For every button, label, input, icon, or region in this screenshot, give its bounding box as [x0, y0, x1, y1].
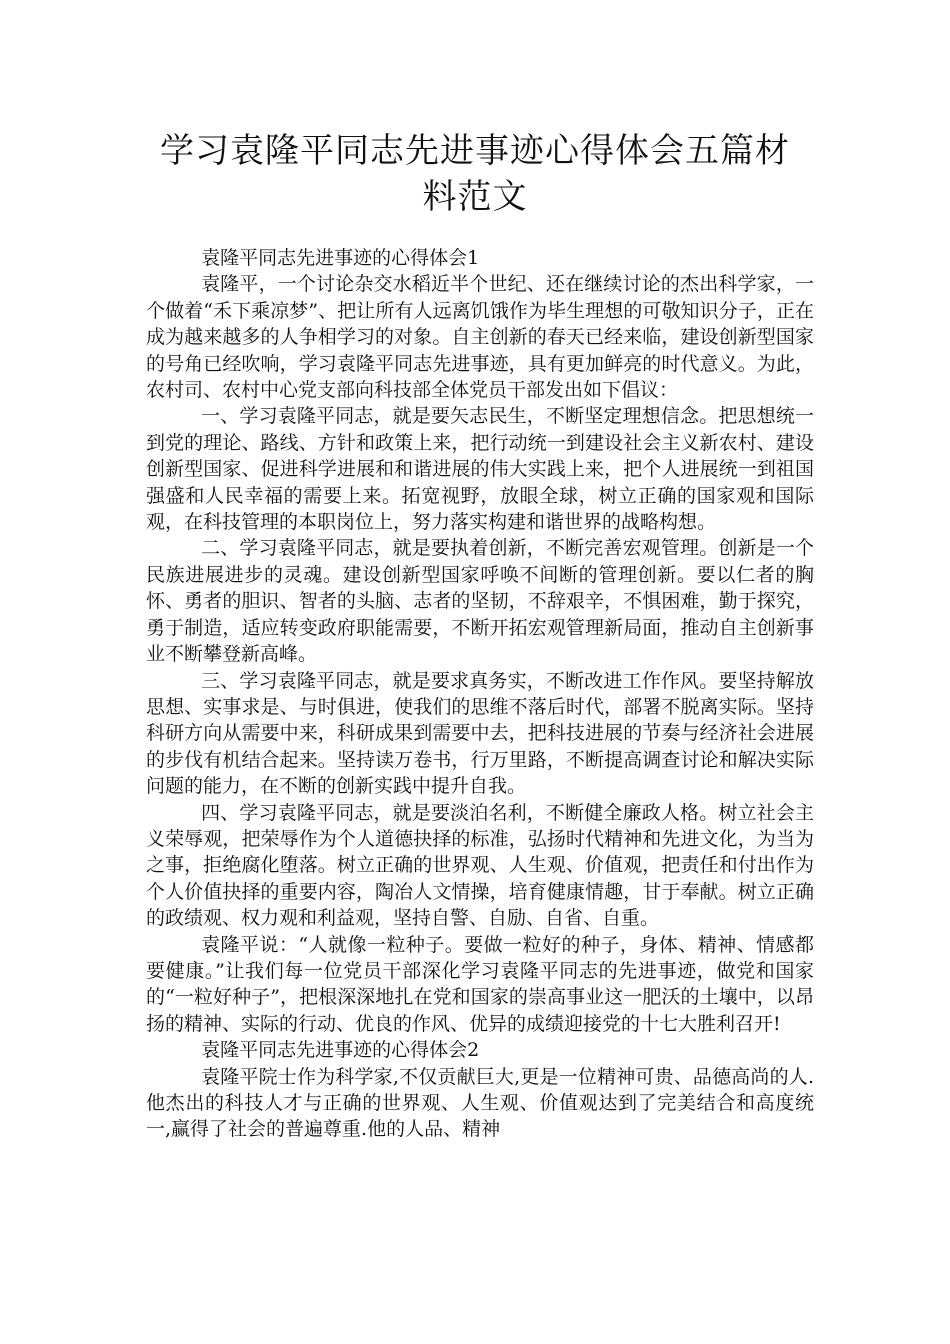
paragraph-section-2: 袁隆平院士作为科学家,不仅贡献巨大,更是一位精神可贵、品德高尚的人.他杰出的科技人才与正确的世界观、人生观、价值观达到了完美结合和高度统一,赢得了社会的普遍尊重.他的人品、精神 [146, 1065, 814, 1141]
document-body [146, 245, 814, 1143]
paragraph-point-2: 二、学习袁隆平同志，就是要执着创新，不断完善宏观管理。创新是一个民族进展进步的灵魂。建设创新型国家呼唤不间断的管理创新。要以仁者的胸怀、勇者的胆识、智者的头脑、志者的坚韧，不辞艰辛，不惧困难，勤于探究，勇于制造，适应转变政府职能需要，不断开拓宏观管理新局面，推动自主创新事业不断攀登新高峰。 [146, 537, 814, 666]
section-2-heading: 袁隆平同志先进事迹的心得体会2 [201, 1039, 480, 1062]
paragraph-intro: 袁隆平，一个讨论杂交水稻近半个世纪、还在继续讨论的杰出科学家，一个做着“禾下乘凉梦”、把让所有人远离饥饿作为毕生理想的可敬知识分子，正在成为越来越多的人争相学习的对象。自主创新的春天已经来临，建设创新型国家的号角已经吹响，学习袁隆平同志先进事迹，具有更加鲜亮的时代意义。为此，农村司、农村中心党支部向科技部全体党员干部发出如下倡议： [146, 273, 814, 402]
paragraph-point-3: 三、学习袁隆平同志，就是要求真务实，不断改进工作作风。要坚持解放思想、实事求是、与时俱进，使我们的思维不落后时代，部署不脱离实际。坚持科研方向从需要中来，科研成果到需要中去，把科技进展的节奏与经济社会进展的步伐有机结合起来。坚持读万卷书，行万里路，不断提高调查讨论和解决实际问题的能力，在不断的创新实践中提升自我。 [146, 669, 814, 798]
paragraph-point-4: 四、学习袁隆平同志，就是要淡泊名利，不断健全廉政人格。树立社会主义荣辱观，把荣辱作为个人道德抉择的标准，弘扬时代精神和先进文化，为当为之事，拒绝腐化堕落。树立正确的世界观、人生观、价值观，把责任和付出作为个人价值抉择的重要内容，陶冶人文情操，培育健康情趣，甘于奉献。树立正确的政绩观、权力观和利益观，坚持自警、自励、自省、自重。 [146, 801, 814, 930]
title-line-2: 料范文 [422, 177, 528, 217]
title-line-1: 学习袁隆平同志先进事迹心得体会五篇材 [160, 131, 790, 171]
section-1-heading: 袁隆平同志先进事迹的心得体会1 [201, 247, 480, 269]
paragraph-quote: 袁隆平说：“人就像一粒种子。要做一粒好的种子，身体、精神、情感都要健康。”让我们每一位党员干部深化学习袁隆平同志的先进事迹，做党和国家的“一粒好种子”，把根深深地扎在党和国家的崇高事业这一肥沃的土壤中，以昂扬的精神、实际的行动、优良的作风、优异的成绩迎接党的十七大胜利召开! [146, 933, 814, 1035]
document-title [120, 128, 830, 220]
paragraph-point-1: 一、学习袁隆平同志，就是要矢志民生，不断坚定理想信念。把思想统一到党的理论、路线、方针和政策上来，把行动统一到建设社会主义新农村、建设创新型国家、促进科学进展和和谐进展的伟大实践上来，把个人进展统一到祖国强盛和人民幸福的需要上来。拓宽视野，放眼全球，树立正确的国家观和国际观，在科技管理的本职岗位上，努力落实构建和谐世界的战略构想。 [146, 405, 814, 534]
